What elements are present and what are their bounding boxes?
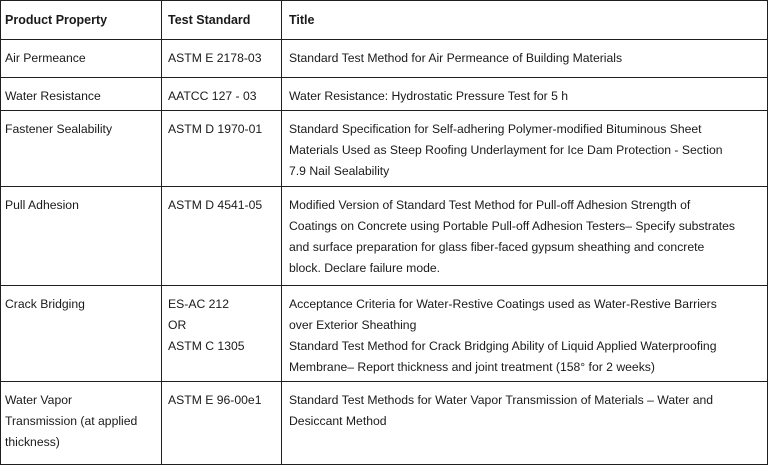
property-text: Transmission (at applied [5, 414, 138, 428]
title-text: Materials Used as Steep Roofing Underlayment for Ice Dam Protection - Section [289, 143, 723, 157]
standard-text: ASTM C 1305 [168, 339, 245, 353]
property-text: thickness) [5, 435, 60, 449]
title-cell [282, 111, 768, 187]
title-text: Water Resistance: Hydrostatic Pressure Test for 5 h [289, 89, 569, 103]
property-text: Air Permeance [5, 51, 86, 65]
property-text: Water Resistance [5, 89, 101, 103]
property-cell [1, 78, 162, 111]
title-text: Standard Specification for Self-adhering Polymer-modified Bituminous Sheet [289, 122, 702, 136]
standard-cell [162, 382, 282, 465]
title-text: Modified Version of Standard Test Method for Pull-off Adhesion Strength of [289, 198, 691, 212]
title-text: Standard Test Method for Crack Bridging Ability of Liquid Applied Waterproofing [289, 339, 717, 353]
property-cell [1, 382, 162, 465]
header-test-standard: Test Standard [162, 1, 282, 40]
title-text: block. Declare failure mode. [289, 261, 441, 275]
standard-text: ASTM D 1970-01 [168, 122, 263, 136]
title-cell [282, 78, 768, 111]
title-cell [282, 187, 768, 286]
title-text: 7.9 Nail Sealability [289, 164, 390, 178]
table-row [1, 286, 768, 382]
title-text: Acceptance Criteria for Water-Restive Coatings used as Water-Restive Barriers [289, 297, 717, 311]
property-cell [1, 187, 162, 286]
standard-text: AATCC 127 - 03 [168, 89, 257, 103]
header-title: Title [282, 1, 768, 40]
title-text: Coatings on Concrete using Portable Pull-off Adhesion Testers– Specify substrates [289, 219, 736, 233]
standard-text: ES-AC 212 [168, 297, 229, 311]
title-cell [282, 286, 768, 382]
title-text: Membrane– Report thickness and joint treatment (158° for 2 weeks) [289, 360, 655, 374]
table-row [1, 382, 768, 465]
table-row [1, 187, 768, 286]
property-cell [1, 286, 162, 382]
title-text: Standard Test Method for Air Permeance of Building Materials [289, 51, 623, 65]
header-product-property: Product Property [1, 1, 162, 40]
property-text: Water Vapor [5, 393, 73, 407]
title-text: and surface preparation for glass fiber-faced gypsum sheathing and concrete [289, 240, 705, 254]
standard-cell [162, 111, 282, 187]
property-cell [1, 111, 162, 187]
table-row [1, 111, 768, 187]
standard-text: OR [168, 318, 187, 332]
title-text: Desiccant Method [289, 414, 387, 428]
standard-text: ASTM E 2178-03 [168, 51, 262, 65]
header-row [1, 1, 768, 40]
standard-cell [162, 78, 282, 111]
property-text: Pull Adhesion [5, 198, 79, 212]
property-text: Fastener Sealability [5, 122, 113, 136]
title-cell [282, 40, 768, 78]
table-row [1, 78, 768, 111]
title-cell [282, 382, 768, 465]
property-cell [1, 40, 162, 78]
property-text: Crack Bridging [5, 297, 85, 311]
standard-cell [162, 40, 282, 78]
standard-cell [162, 286, 282, 382]
standard-text: ASTM E 96-00e1 [168, 393, 262, 407]
standard-cell [162, 187, 282, 286]
title-text: Standard Test Methods for Water Vapor Transmission of Materials – Water and [289, 393, 714, 407]
title-text: over Exterior Sheathing [289, 318, 417, 332]
standard-text: ASTM D 4541-05 [168, 198, 263, 212]
table-row [1, 40, 768, 78]
